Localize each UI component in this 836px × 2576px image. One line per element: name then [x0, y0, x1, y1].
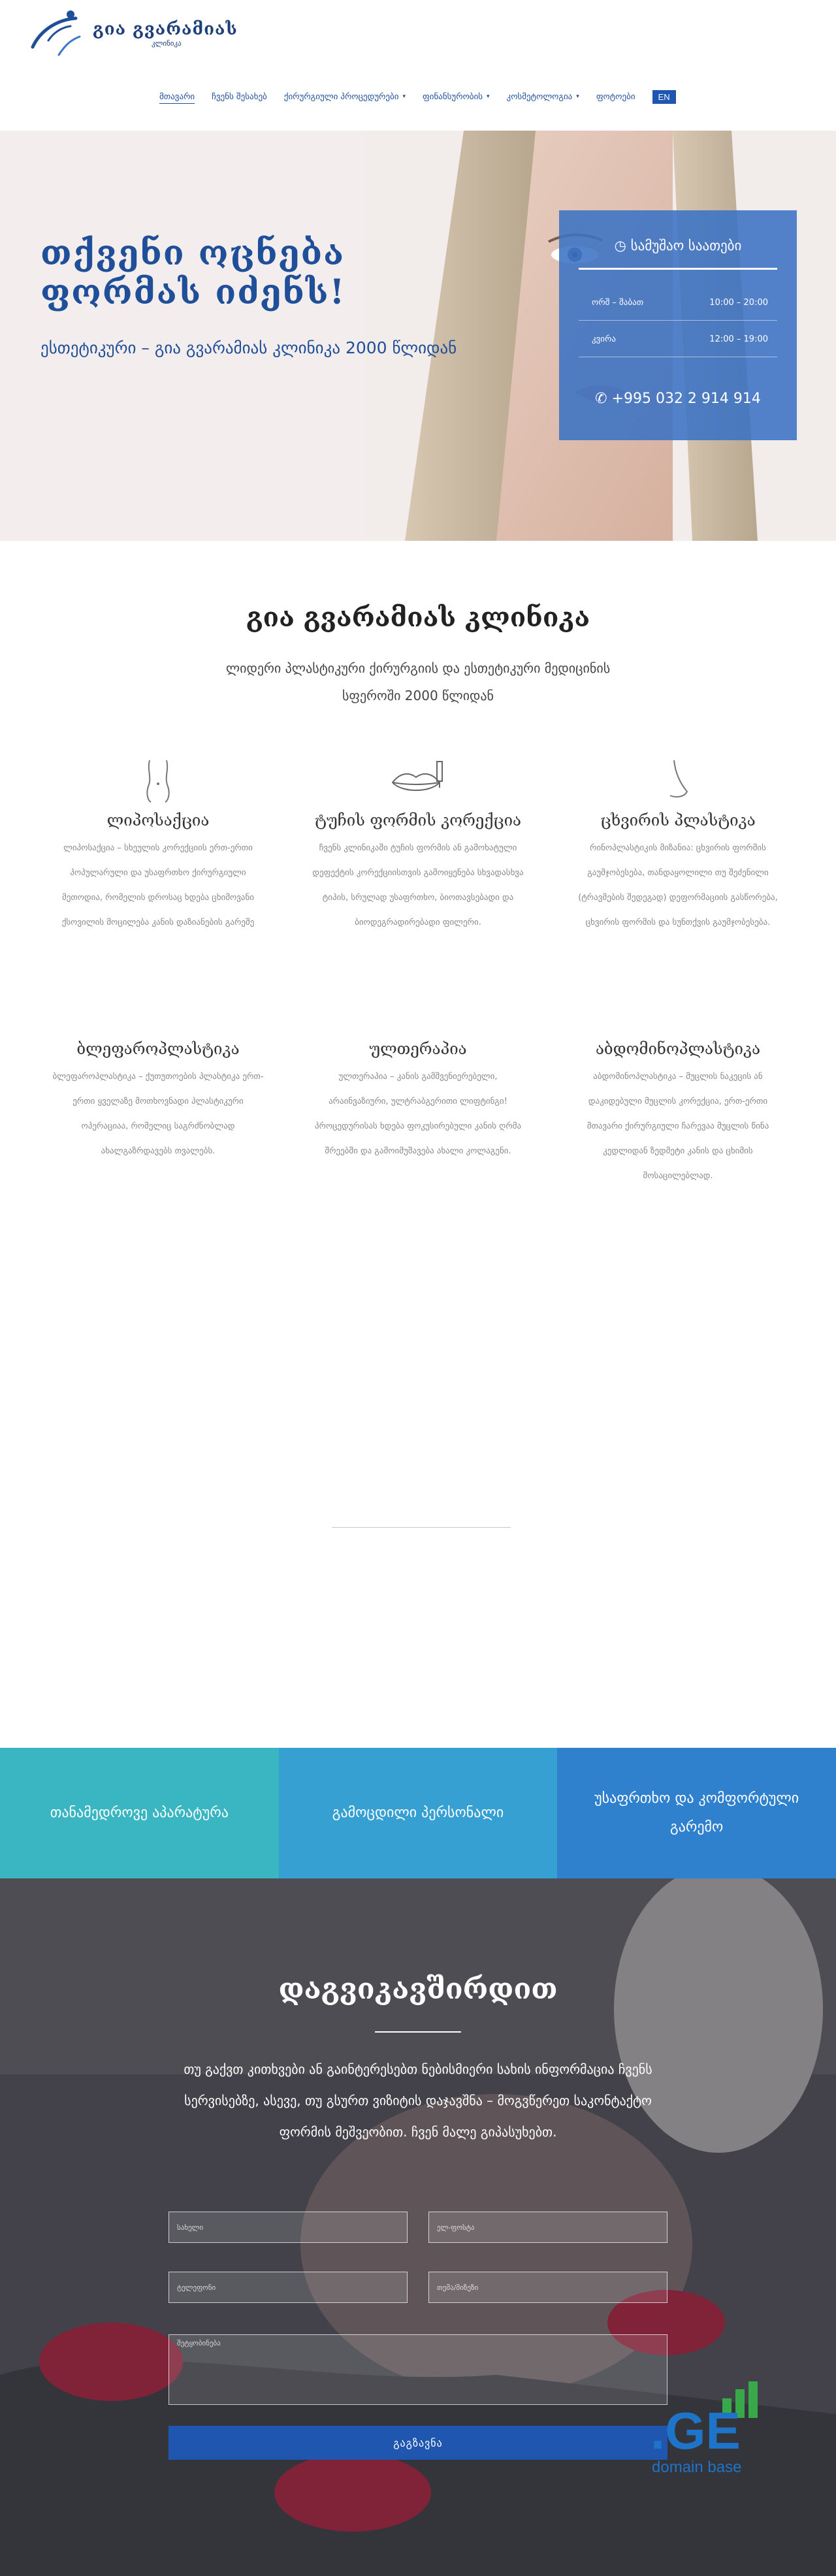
language-switch-button[interactable]: EN [652, 90, 676, 104]
site-header [0, 0, 836, 131]
service-text: ბლეფაროპლასტიკა – ქუთუთოების პლასტიკა ერთ-ერთი ყველაზე მოთხოვნადი პლასტიკური ოპერაციაა, რომელიც საგრძნობლად ახალგაზრდავებს თვალებს. [52, 1072, 264, 1156]
service-title: ტუჩის ფორმის კორექცია [315, 811, 521, 829]
nav-label: კოსმეტოლოგია [506, 91, 573, 102]
section-divider [332, 1527, 511, 1528]
watermark-subtext: domain base [652, 2458, 742, 2476]
nav-label: მთავარი [159, 91, 195, 102]
feature-modern-equipment [0, 1748, 279, 1878]
hours-days: კვირა [592, 334, 616, 344]
service-title: აბდომინოპლასტიკა [595, 1040, 761, 1058]
hero-title-line: ფორმას იძენს! [40, 272, 346, 312]
service-blepharoplasty[interactable] [34, 1032, 282, 1164]
nose-profile-icon [658, 758, 698, 803]
message-field[interactable] [169, 2334, 667, 2405]
service-rhinoplasty[interactable] [554, 758, 802, 935]
nav-item-cosmetology[interactable] [507, 92, 579, 102]
contact-title: დაგვიკავშირდით [278, 1972, 558, 2006]
phone-number: +995 032 2 914 914 [611, 391, 761, 407]
phone-link[interactable] [559, 391, 797, 407]
working-hours-box [559, 210, 797, 440]
clinic-subtitle [157, 654, 679, 709]
nav-item-about[interactable] [212, 92, 267, 102]
logo-subtitle: კლინიკა [152, 39, 182, 48]
nav-item-photos[interactable] [596, 92, 635, 102]
name-field[interactable] [169, 2212, 408, 2243]
service-title: ულთერაპია [369, 1040, 467, 1058]
clock-icon: ◷ [614, 238, 626, 253]
service-text: ლიპოსაქცია – სხეულის კორექციის ერთ-ერთი პოპულარული და უსაფრთხო ქირურგიული მეთოდია, რომელის დროსაც ხდება ცხიმოვანი ქსოვილის მოცილება კანის დაზიანების გარეშე [61, 843, 255, 927]
nav-label: ფოტოები [596, 91, 635, 102]
main-nav [159, 88, 676, 106]
hours-title: სამუშაო საათები [630, 238, 742, 253]
subject-field[interactable] [428, 2272, 667, 2303]
hours-time: 10:00 – 20:00 [709, 298, 768, 308]
service-title: ცხვირის პლასტიკა [600, 811, 756, 829]
chevron-down-icon: ▾ [402, 93, 406, 100]
service-abdominoplasty[interactable] [554, 1032, 802, 1189]
watermark-text: .GE [651, 2402, 741, 2460]
hero-title-line: თქვენი ოცნება [40, 233, 345, 273]
hours-row [592, 334, 768, 344]
features-strip [0, 1748, 836, 1878]
service-liposuction[interactable] [34, 758, 282, 935]
feature-label: უსაფრთხო და კომფორტული გარემო [594, 1790, 799, 1835]
feature-label: თანამედროვე აპარატურა [50, 1805, 229, 1821]
service-lip-correction[interactable] [294, 758, 542, 935]
nav-item-finance[interactable] [423, 92, 490, 102]
service-text: რინოპლასტიკის მიზანია: ცხვირის ფორმის გაუმჯობესება, თანდაყოლილი თუ შეძენილი (ტრავმების შედეგად) დეფორმაციის გასწორება, ცხვირის ფორმის და სუნთქვის გაუმჯობესება. [578, 843, 778, 927]
phone-field[interactable] [169, 2272, 408, 2303]
service-text: აბდომინოპლასტიკა – მუცლის ნაკეცის ან დაკიდებული მუცლის კორექცია, ერთ-ერთი მთავარი ქირურგიული ჩარევაა მუცლის წინა კედლიდან ზედმეტი კანის და ცხიმის მოსაცილებლად. [587, 1072, 769, 1181]
hours-row [592, 298, 768, 308]
logo-name: გია გვარამიას [93, 20, 238, 39]
service-title: ბლეფაროპლასტიკა [76, 1040, 240, 1058]
hero-title [40, 234, 346, 312]
email-field[interactable] [428, 2212, 667, 2243]
hero-subtitle: ესთეტიკური – გია გვარამიას კლინიკა 2000 წლიდან [40, 338, 457, 357]
clinic-logo[interactable] [27, 7, 238, 59]
hours-divider [579, 320, 777, 321]
contact-underline [375, 2031, 461, 2033]
clinic-subtitle-line: ლიდერი პლასტიკური ქირურგიის და ესთეტიკური მედიცინის [225, 660, 611, 676]
contact-section [0, 1878, 836, 2576]
contact-text: თუ გაქვთ კითხვები ან გაინტერესებთ ნებისმიერი სახის ინფორმაცია ჩვენს სერვისებზე, ასევე, თუ გსურთ ვიზიტის დაჯავშნა – მოგვწერეთ საკონტაქტო ფორმის მეშვეობით. ჩვენ მალე გიპასუხებთ. [184, 2061, 652, 2140]
nav-label: ფინანსურობის [423, 91, 483, 102]
domain-base-watermark [651, 2381, 781, 2476]
hours-heading [559, 238, 797, 253]
submit-button[interactable]: გაგზავნა [169, 2426, 667, 2460]
nav-item-home[interactable] [159, 92, 195, 102]
service-ultherapy[interactable] [294, 1032, 542, 1164]
chevron-down-icon: ▾ [487, 93, 490, 100]
clinic-subtitle-line: სფეროში 2000 წლიდან [342, 688, 494, 703]
nav-label: ქირურგიული პროცედურები [283, 91, 399, 102]
clinic-title: გია გვარამიას კლინიკა [246, 602, 590, 633]
chevron-down-icon: ▾ [576, 93, 579, 100]
hours-time: 12:00 – 19:00 [709, 334, 768, 344]
hours-days: ორშ – შაბათ [592, 298, 644, 308]
hero-section [0, 131, 836, 541]
feature-label: გამოცდილი პერსონალი [332, 1805, 504, 1821]
service-text: ჩვენს კლინიკაში ტუჩის ფორმის ან გამოხატული დეფექტის კორექციისთვის გამოიყენება სხვადასხვა ტიპის, სრულად უსაფრთხო, ბიოთავსებადი და ბიოდეგრადირებადი ფილერი. [312, 843, 524, 927]
hours-underline [579, 268, 777, 270]
body-silhouette-icon [135, 758, 181, 803]
service-text: ულთერაპია – კანის გამშვენიერებელი, არაინვაზიური, ულტრაბგერითი ლიფტინგი! პროცედურისას ხდება ფოკუსირებული კანის ღრმა შრეებში და გამოიმუშავება ახალი კოლაგენი. [314, 1072, 522, 1156]
nav-item-surgical[interactable] [284, 92, 406, 102]
phone-icon: ✆ [595, 391, 607, 407]
logo-figure-icon [27, 7, 86, 59]
service-title: ლიპოსაქცია [106, 811, 210, 829]
feature-experienced-staff [279, 1748, 558, 1878]
nav-label: ჩვენს შესახებ [212, 91, 267, 102]
feature-safe-environment [557, 1748, 836, 1878]
lips-syringe-icon [389, 758, 447, 803]
